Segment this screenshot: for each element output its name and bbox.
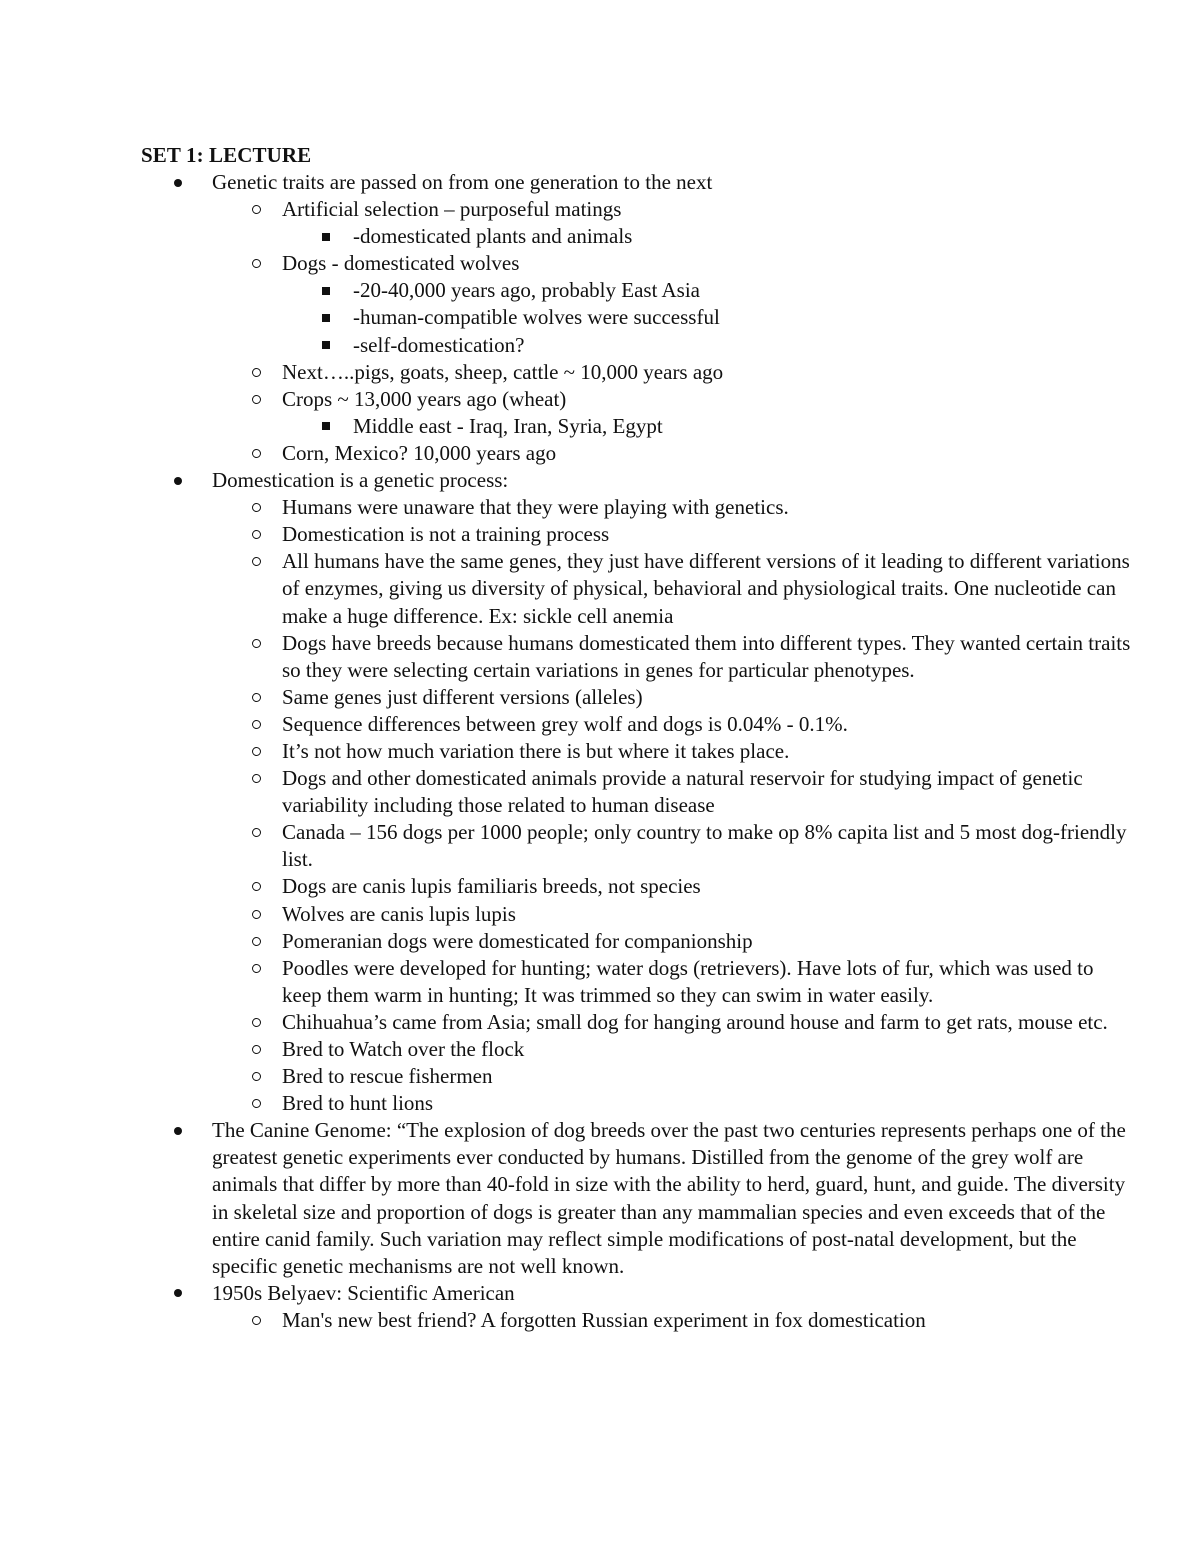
list-item [141,1009,1131,1036]
list-item-text: Bred to Watch over the flock [282,1037,525,1061]
hollow-circle-bullet-icon [249,386,263,413]
filled-square-bullet-icon [319,304,333,331]
list-item-text: Dogs have breeds because humans domesticated them into different types. They wanted certain traits so they were selecting certain variations in genes for particular phenotypes. [282,630,1131,682]
filled-circle-bullet-icon [171,169,185,196]
list-item-text: Next…..pigs, goats, sheep, cattle ~ 10,000 years ago [282,359,724,384]
list-item [141,494,1131,521]
list-item [141,250,1131,277]
list-item-text: Crops ~ 13,000 years ago (wheat) [282,386,567,411]
list-item [141,901,1131,928]
list-item [141,1036,1131,1063]
list-item-text: 1950s Belyaev: Scientific American [212,1280,515,1305]
list-item [141,684,1131,711]
list-item [141,873,1131,900]
hollow-circle-bullet-icon [249,873,263,900]
filled-circle-bullet-icon [171,467,185,494]
hollow-circle-bullet-icon [249,955,263,982]
list-item [141,386,1131,413]
hollow-circle-bullet-icon [249,928,263,955]
hollow-circle-bullet-icon [249,196,263,223]
list-item [141,955,1131,1009]
list-item-text: Wolves are canis lupis lupis [282,901,516,926]
list-item-text: -20-40,000 years ago, probably East Asia [353,278,701,303]
list-item-text: Corn, Mexico? 10,000 years ago [282,440,557,465]
list-item [141,304,1131,331]
filled-circle-bullet-icon [171,1117,185,1144]
list-item [141,711,1131,738]
filled-square-bullet-icon [319,413,333,440]
list-item-text: Genetic traits are passed on from one generation to the next [212,170,713,194]
list-item-text: The Canine Genome: “The explosion of dog breeds over the past two centuries represents perhaps one of the greatest genetic experiments ever conducted by humans. Distilled from the genome of the grey wolf are animals that differ by more than 40-fold in size with the ability to herd, guard, hunt, and guide. The diversity in skeletal size and proportion of dogs is greater than any mammalian species and even exceeds that of the entire canid family. Such variation may reflect simple modifications of post-natal development, but the specific genetic mechanisms are not well known. [212,1118,1126,1278]
hollow-circle-bullet-icon [249,1063,263,1090]
filled-square-bullet-icon [319,332,333,359]
list-item-text: Middle east - Iraq, Iran, Syria, Egypt [353,413,663,438]
hollow-circle-bullet-icon [249,250,263,277]
list-item-text: Artificial selection – purposeful matings [282,197,622,222]
list-item [141,467,1131,494]
list-item [141,1063,1131,1090]
hollow-circle-bullet-icon [249,711,263,738]
list-item [141,1280,1131,1307]
list-item [141,359,1131,386]
list-item-text: -human-compatible wolves were successful [353,305,720,330]
list-item-text: Humans were unaware that they were playing with genetics. [282,495,789,520]
list-item-text: -self-domestication? [353,332,525,357]
hollow-circle-bullet-icon [249,738,263,765]
list-item-text: All humans have the same genes, they just have different versions of it leading to different variations of enzymes, giving us diversity of physical, behavioral and physiological traits. One nucleotide can make a huge difference. Ex: sickle cell anemia [282,549,1130,628]
page-title: SET 1: LECTURE [141,143,312,167]
list-item [141,440,1131,467]
list-item [141,548,1131,629]
hollow-circle-bullet-icon [249,1090,263,1117]
list-item [141,738,1131,765]
hollow-circle-bullet-icon [249,359,263,386]
hollow-circle-bullet-icon [249,684,263,711]
hollow-circle-bullet-icon [249,1036,263,1063]
bullet-outline [141,169,1131,1334]
list-item [141,521,1131,548]
hollow-circle-bullet-icon [249,901,263,928]
list-item [141,169,1131,196]
list-item-text: Dogs are canis lupis familiaris breeds, not species [282,874,701,899]
list-item [141,1117,1131,1280]
list-item-text: Dogs and other domesticated animals provide a natural reservoir for studying impact of genetic variability including those related to human disease [282,766,1083,818]
list-item-text: Domestication is a genetic process: [212,468,509,493]
hollow-circle-bullet-icon [249,630,263,657]
list-item-text: -domesticated plants and animals [353,224,633,249]
list-item-text: Bred to hunt lions [282,1091,434,1116]
list-item-text: Chihuahua’s came from Asia; small dog for hanging around house and farm to get rats, mouse etc. [282,1009,1108,1034]
list-item-text: Canada – 156 dogs per 1000 people; only country to make op 8% capita list and 5 most dog-friendly list. [282,820,1127,872]
list-item [141,332,1131,359]
hollow-circle-bullet-icon [249,521,263,548]
list-item [141,1307,1131,1334]
list-item-text: Domestication is not a training process [282,522,610,547]
hollow-circle-bullet-icon [249,765,263,792]
hollow-circle-bullet-icon [249,494,263,521]
list-item-text: Dogs - domesticated wolves [282,251,520,276]
list-item-text: It’s not how much variation there is but where it takes place. [282,738,790,763]
list-item [141,223,1131,250]
list-item [141,1090,1131,1117]
list-item-text: Sequence differences between grey wolf and dogs is 0.04% - 0.1%. [282,711,848,736]
list-item [141,765,1131,819]
hollow-circle-bullet-icon [249,1009,263,1036]
list-item [141,819,1131,873]
hollow-circle-bullet-icon [249,819,263,846]
list-item-text: Pomeranian dogs were domesticated for companionship [282,928,753,953]
hollow-circle-bullet-icon [249,1307,263,1334]
list-item [141,928,1131,955]
hollow-circle-bullet-icon [249,548,263,575]
filled-square-bullet-icon [319,223,333,250]
list-item [141,196,1131,223]
list-item [141,413,1131,440]
list-item-text: Bred to rescue fishermen [282,1064,493,1089]
hollow-circle-bullet-icon [249,440,263,467]
list-item [141,277,1131,304]
list-item [141,630,1131,684]
list-item-text: Man's new best friend? A forgotten Russian experiment in fox domestication [282,1307,926,1332]
list-item-text: Poodles were developed for hunting; water dogs (retrievers). Have lots of fur, which was used to keep them warm in hunting; It was trimmed so they can swim in water easily. [282,955,1094,1007]
filled-square-bullet-icon [319,277,333,304]
list-item-text: Same genes just different versions (alleles) [282,684,643,709]
filled-circle-bullet-icon [171,1280,185,1307]
